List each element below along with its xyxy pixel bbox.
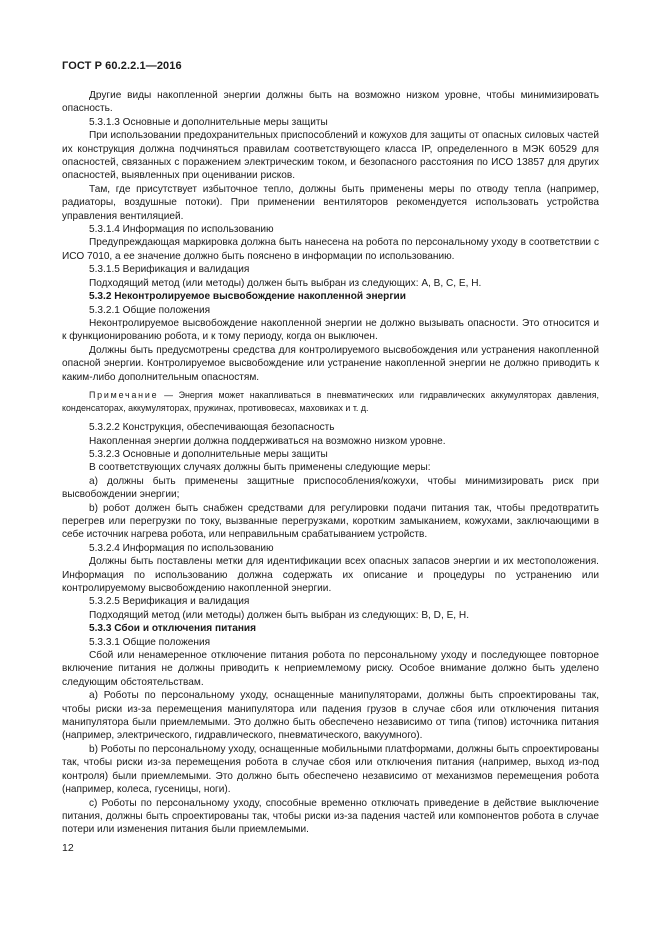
list-item: a) Роботы по персональному уходу, оснащенные манипуляторами, должны быть спроектированы так, чтобы риски из-за перемещения манипулятора или падения грузов в случае сбоя или отключения питания манипулятора были приемлемыми. Это должно быть обеспечено независимо от типа (типов) источника питания (например, электрического, гидравлического, пневматического, вакуумного). bbox=[62, 690, 599, 742]
paragraph: Накопленная энергии должна поддерживаться на возможно низком уровне. bbox=[89, 435, 446, 447]
subsection-heading: 5.3.3.1 Общие положения bbox=[89, 636, 211, 648]
paragraph: Неконтролируемое высвобождение накопленной энергии не должно вызывать опасности. Это относится и к функционированию робота, и к тому периоду, когда он выключен. bbox=[62, 317, 599, 343]
section-heading: 5.3.2 Неконтролируемое высвобождение накопленной энергии bbox=[89, 291, 406, 303]
paragraph: При использовании предохранительных приспособлений и кожухов для защиты от опасных силовых частей их конструкция должна подчиняться правилам соответствующего класса IP, определенного в МЭК 60529 для опасностей, связанных с поражением электрическим током, и безопасного расстояния по ИСО 13857 для других опасностей, выявленных при оценивании рисков. bbox=[62, 130, 599, 182]
subsection-heading: 5.3.1.5 Верификация и валидация bbox=[89, 264, 250, 276]
subsection-heading: 5.3.2.5 Верификация и валидация bbox=[89, 596, 250, 608]
page-body bbox=[62, 89, 599, 837]
section-heading: 5.3.3 Сбои и отключения питания bbox=[89, 623, 257, 635]
subsection-heading: 5.3.2.2 Конструкция, обеспечивающая безопасность bbox=[89, 422, 335, 434]
list-item: c) Роботы по персональному уходу, способные временно отключать приведение в действие выключение питания, должны быть спроектированы так, чтобы риски из-за падения частей или компонентов робота в случае потери или изменения питания были приемлемыми. bbox=[62, 797, 599, 836]
subsection-heading: 5.3.1.3 Основные и дополнительные меры защиты bbox=[89, 116, 328, 128]
paragraph: Там, где присутствует избыточное тепло, должны быть применены меры по отводу тепла (например, радиаторы, воздушные потоки). При применении вентиляторов рекомендуется использовать устройства управления вентиляцией. bbox=[62, 183, 599, 222]
subsection-heading: 5.3.2.3 Основные и дополнительные меры защиты bbox=[89, 448, 328, 460]
paragraph: Другие виды накопленной энергии должны быть на возможно низком уровне, чтобы минимизировать опасность. bbox=[62, 90, 599, 115]
note bbox=[62, 389, 599, 414]
subsection-heading: 5.3.2.4 Информация по использованию bbox=[89, 542, 274, 554]
subsection-heading: 5.3.2.1 Общие положения bbox=[89, 304, 211, 316]
list-item: b) робот должен быть снабжен средствами для регулировки подачи питания так, чтобы предотвратить перегрев или перегрузки по току, вызванные перегрузками, коротким замыканием, кожухами, заключающими в себе источник нагрева робота, или неправильным срабатыванием устройств. bbox=[62, 502, 599, 541]
list-item: b) Роботы по персональному уходу, оснащенные мобильными платформами, должны быть спроектированы так, чтобы риски из-за перемещения робота в случае сбоя или отключения питания (например, выход из-под контроля) были приемлемыми. Это должно быть обеспечено независимо от механизмов перемещения робота (например, колеса, гусеницы, ноги). bbox=[62, 743, 600, 796]
note-label: Примечание bbox=[89, 389, 159, 400]
note-text: — Энергия может накапливаться в пневматических или гидравлических аккумуляторах давления, конденсаторах, аккумуляторах, пружинах, противовесах, маховиках и т. д. bbox=[62, 389, 599, 413]
paragraph: Подходящий метод (или методы) должен быть выбран из следующих: B, D, E, H. bbox=[89, 609, 469, 621]
paragraph: Предупреждающая маркировка должна быть нанесена на робота по персональному уходу в соответствии с ИСО 7010, а ее значение должно быть пояснено в информации по использованию. bbox=[62, 237, 599, 262]
list-item: a) должны быть применены защитные приспособления/кожухи, чтобы минимизировать риск при высвобождении энергии; bbox=[62, 475, 599, 501]
paragraph: Сбой или ненамеренное отключение питания робота по персональному уходу и последующее повторное включение питания не должны приводить к неприемлемому риску. Особое внимание должно быть уделено следующим обстоятельствам. bbox=[62, 650, 599, 688]
paragraph: В соответствующих случаях должны быть применены следующие меры: bbox=[89, 462, 431, 474]
subsection-heading: 5.3.1.4 Информация по использованию bbox=[89, 224, 274, 236]
document-header: ГОСТ Р 60.2.2.1—2016 bbox=[62, 60, 182, 72]
page-number: 12 bbox=[62, 842, 74, 854]
paragraph: Должны быть предусмотрены средства для контролируемого высвобождения или устранения накопленной опасной энергии. Контролируемое высвобождение или устранение накопленной энергии не должно приводить к каким-либо дополнительным опасностям. bbox=[62, 344, 599, 383]
paragraph: Должны быть поставлены метки для идентификации всех опасных запасов энергии и их местоположения. Информация по использованию должна содержать их описание и процедуры по устранению или контролируемому высвобождению накопленной энергии. bbox=[62, 556, 599, 594]
paragraph: Подходящий метод (или методы) должен быть выбран из следующих: A, B, C, E, H. bbox=[89, 277, 482, 289]
